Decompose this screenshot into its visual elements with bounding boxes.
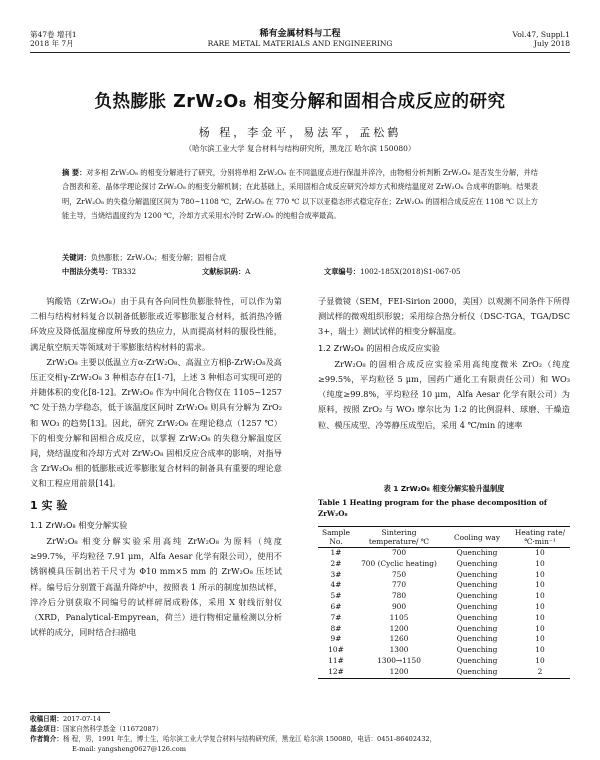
table-header-row (318, 527, 570, 548)
table-caption-en: Table 1 Heating program for the phase decomposition of ZrW₂O₈ (318, 498, 547, 518)
cell-cooling: Quenching (456, 548, 498, 557)
cell-cooling: Quenching (456, 612, 498, 622)
affiliation: （哈尔滨工业大学 复合材料与结构研究所，黑龙江 哈尔滨 150080） (184, 144, 416, 153)
cell-temperature: 770 (391, 580, 407, 590)
subsection-heading: 1.2 ZrW₂O₈ 的固相合成反应实验 (318, 342, 440, 353)
table-row (318, 645, 570, 656)
cell-rate: 10 (535, 558, 545, 568)
cell-rate: 10 (535, 601, 545, 611)
col-sample: Sample No. (318, 527, 354, 548)
cell-sample: 12# (318, 667, 354, 678)
paper-title: 负热膨胀 ZrW₂O₈ 相变分解和固相合成反应的研究 (94, 92, 506, 112)
footnote-rule (30, 712, 110, 713)
cell-cooling: Quenching (456, 591, 498, 601)
cell-cooling: Quenching (456, 601, 498, 611)
cell-rate: 2 (510, 667, 570, 678)
footnote: 收稿日期：2017-07-14 基金项目：国家自然科学基金（11672087） 作者简介：杨 程，男，1991 年生，博士生，哈尔滨工业大学复合材料与结构研究所，黑龙江 哈尔滨 150080，电话：0451-86402432， E-mail: yangsheng0627@126.com (30, 714, 570, 754)
col-temperature: Sintering temperature/ ℃ (354, 527, 444, 548)
table-row (318, 591, 570, 602)
keywords-label: 关键词： (62, 253, 91, 262)
authors: 杨 程，李金平，易法军，孟松鹤 (198, 126, 402, 139)
cell-sample: 4# (330, 580, 342, 590)
cell-temperature: 1300 (389, 645, 409, 655)
cell-sample: 11# (328, 655, 344, 665)
doc-code: A (245, 267, 251, 276)
table-row (318, 634, 570, 645)
cell-temperature: 1300→1150 (377, 655, 421, 665)
running-header (30, 30, 570, 52)
cell-rate: 10 (535, 623, 545, 633)
col-cooling: Cooling way (444, 527, 510, 548)
cell-temperature: 1260 (389, 634, 409, 644)
volume-info-en: Vol.47, Suppl.1 July 2018 (512, 30, 570, 48)
cell-temperature: 780 (391, 591, 407, 601)
cell-rate: 10 (535, 612, 545, 622)
right-column (318, 294, 570, 433)
cell-temperature: 700 (Cyclic heating) (361, 558, 437, 568)
synthesis-paragraph: ZrW₂O₈ 的固相合成反应实验采用高纯度微米 ZrO₂（纯度≥99.5%，平均粒径 5 μm，国药广通化工有限责任公司）和 WO₃（纯度≥99.8%，平均粒径 10 μm，Alfa Aesar 化学有限公司）为原料，按照 ZrO₂ 与 WO₃ 摩尔比为 1:2 的比例混料、球磨、干燥造粒、模压成型、冷等静压成型后，采用 4 ℃/min 的速率 (318, 358, 570, 430)
fund-info: 国家自然科学基金（11672087） (62, 725, 163, 733)
cell-sample: 1# (330, 548, 342, 557)
cell-cooling: Quenching (456, 623, 498, 633)
cell-temperature: 700 (391, 548, 407, 557)
cell-cooling: Quenching (456, 580, 498, 590)
cell-temperature: 1200 (389, 623, 409, 633)
cell-rate: 10 (535, 634, 545, 644)
cell-sample: 10# (328, 645, 344, 655)
table-row (318, 559, 570, 570)
cell-sample: 3# (330, 569, 342, 579)
cell-rate: 10 (535, 580, 545, 590)
cell-sample: 5# (330, 591, 342, 601)
continued-paragraph: 子显微镜（SEM，FEI-Sirion 2000，美国）以观测不同条件下所得测试样的微观组织形貌；采用综合热分析仪（DSC-TGA，TGA/DSC 3+，瑞士）测试试样的相变分解温度。 (318, 296, 570, 337)
cell-sample: 9# (330, 634, 342, 644)
table-row (318, 667, 570, 678)
cell-cooling: Quenching (456, 634, 498, 644)
keywords (62, 252, 538, 264)
cell-sample: 7# (330, 612, 342, 622)
cell-cooling: Quenching (456, 569, 498, 579)
cell-rate: 10 (535, 591, 545, 601)
table-body (318, 548, 570, 679)
cell-sample: 8# (330, 623, 342, 633)
cell-temperature: 1105 (389, 612, 409, 622)
clc-value: TB332 (112, 267, 137, 276)
author-email: E-mail: yangsheng0627@126.com (72, 745, 186, 753)
cell-cooling: Quenching (444, 667, 510, 678)
author-bio: 杨 程，男，1991 年生，博士生，哈尔滨工业大学复合材料与结构研究所，黑龙江 哈尔滨 150080，电话：0451-86402432， (62, 735, 437, 743)
cell-rate: 10 (535, 645, 545, 655)
cell-cooling: Quenching (456, 645, 498, 655)
abstract-label: 摘 要： (62, 168, 87, 177)
left-column (30, 294, 282, 640)
table-caption-cn: 表 1 ZrW₂O₈ 相变分解实验升温制度 (383, 484, 505, 493)
cell-sample: 2# (330, 558, 342, 568)
abstract (62, 166, 538, 224)
experiment-paragraph: ZrW₂O₈ 相变分解实验采用高纯 ZrW₂O₈ 为原料（纯度≥99.7%，平均粒径 7.91 μm，Alfa Aesar 化学有限公司），使用不锈钢模具压制出若干尺寸为 Φ10 mm×5 mm 的 ZrW₂O₈ 压坯试样。编号后分别置于高温升降炉中，按照表 1 所示的制度加热试样，淬冷后分别获取不同编号的试样碎屑成粉体，采用 X 射线衍射仪（XRD，Panalytical-Empyrean，荷兰）进行物相定量检测以分析试样的成分，同时结合扫描电 (30, 536, 282, 638)
section-heading: 1 实 验 (30, 498, 68, 512)
cell-temperature: 900 (391, 601, 407, 611)
col-rate: Heating rate/℃·min⁻¹ (510, 527, 570, 548)
heating-program-table (318, 526, 570, 679)
intro-paragraph: 钨酸锆（ZrW₂O₈）由于具有各向同性负膨胀特性，可以作为第二相与结构材料复合以制备低膨胀或近零膨胀复合材料，抵消热冷循环效应及降低温度梯度所导致的热应力，从而提高材料的服役性能，满足航空航天等领域对于零膨胀结构材料的需求。 (30, 296, 282, 352)
abstract-text: 对多相 ZrW₂O₈ 的相变分解进行了研究，分别将单相 ZrW₂O₈ 在不同温度点进行保温并淬冷，由物相分析判断 ZrW₂O₈ 是否发生分解，并结合图表和差、晶体学理论探讨 ZrW₂O₈ 的相变分解机制；在此基础上，采用固相合成反应研究冷却方式和烧结温度对 ZrW₂O₈ 合成率的影响。结果表明，ZrW₂O₈ 的失稳分解温度区间为 780~1108 ℃，ZrW₂O₈ 在 770 ℃ 以下以亚稳态形式稳定存在；ZrW₂O₈ 的固相合成反应在 1108 ℃ 以上方能主导，当烧结温度约为 1200 ℃，冷却方式采用水冷时 ZrW₂O₈ 的纯相合成率最高。 (62, 168, 538, 221)
table-row (318, 570, 570, 581)
journal-name: 稀有金属材料与工程 RARE METAL MATERIALS AND ENGINEERING (207, 29, 393, 48)
intro-paragraph: ZrW₂O₈ 主要以低温立方α-ZrW₂O₈、高温立方相β-ZrW₂O₈及高压正交相γ-ZrW₂O₈ 3 种相态存在[1-7]，上述 3 种相态可实现可逆的并随体积的变化[8-12]。ZrW₂O₈ 作为中间化合物仅在 1105~1257 ℃ 处于热力学稳态，低于该温度区间时 ZrW₂O₈ 则具有分解为 ZrO₂ 和 WO₃ 的趋势[13]。因此，研究 ZrW₂O₈ 在理论稳点（1257 ℃）下的相变分解和固相合成反应，以掌握 ZrW₂O₈ 的失稳分解温度区间，烧结温度和冷却方式对 ZrW₂O₈ 固相反应合成率的影响，对指导含 ZrW₂O₈ 相的低膨胀或近零膨胀复合材料的制备具有重要的理论意义和工程应用前景[14]。 (30, 356, 282, 489)
cell-sample: 6# (330, 601, 342, 611)
cell-temperature: 1200 (354, 667, 444, 678)
table-row (318, 580, 570, 591)
cell-temperature: 750 (391, 569, 407, 579)
table-row (318, 613, 570, 624)
article-id: 1002-185X(2018)S1-067-05 (359, 267, 461, 276)
keywords-text: 负热膨胀；ZrW₂O₈；相变分解；固相合成 (90, 253, 227, 262)
table-row (318, 656, 570, 667)
table-row (318, 548, 570, 559)
subsection-heading: 1.1 ZrW₂O₈ 相变分解实验 (30, 519, 128, 530)
cell-cooling: Quenching (456, 558, 498, 568)
cell-rate: 10 (535, 548, 545, 557)
volume-info: 第47卷 增刊1 2018 年 7月 (30, 30, 77, 48)
cell-cooling: Quenching (456, 655, 498, 665)
cell-rate: 10 (535, 655, 545, 665)
table-row (318, 602, 570, 613)
table-row (318, 624, 570, 635)
header-rule (30, 52, 570, 53)
received-date: 2017-07-14 (62, 715, 101, 723)
cell-rate: 10 (535, 569, 545, 579)
